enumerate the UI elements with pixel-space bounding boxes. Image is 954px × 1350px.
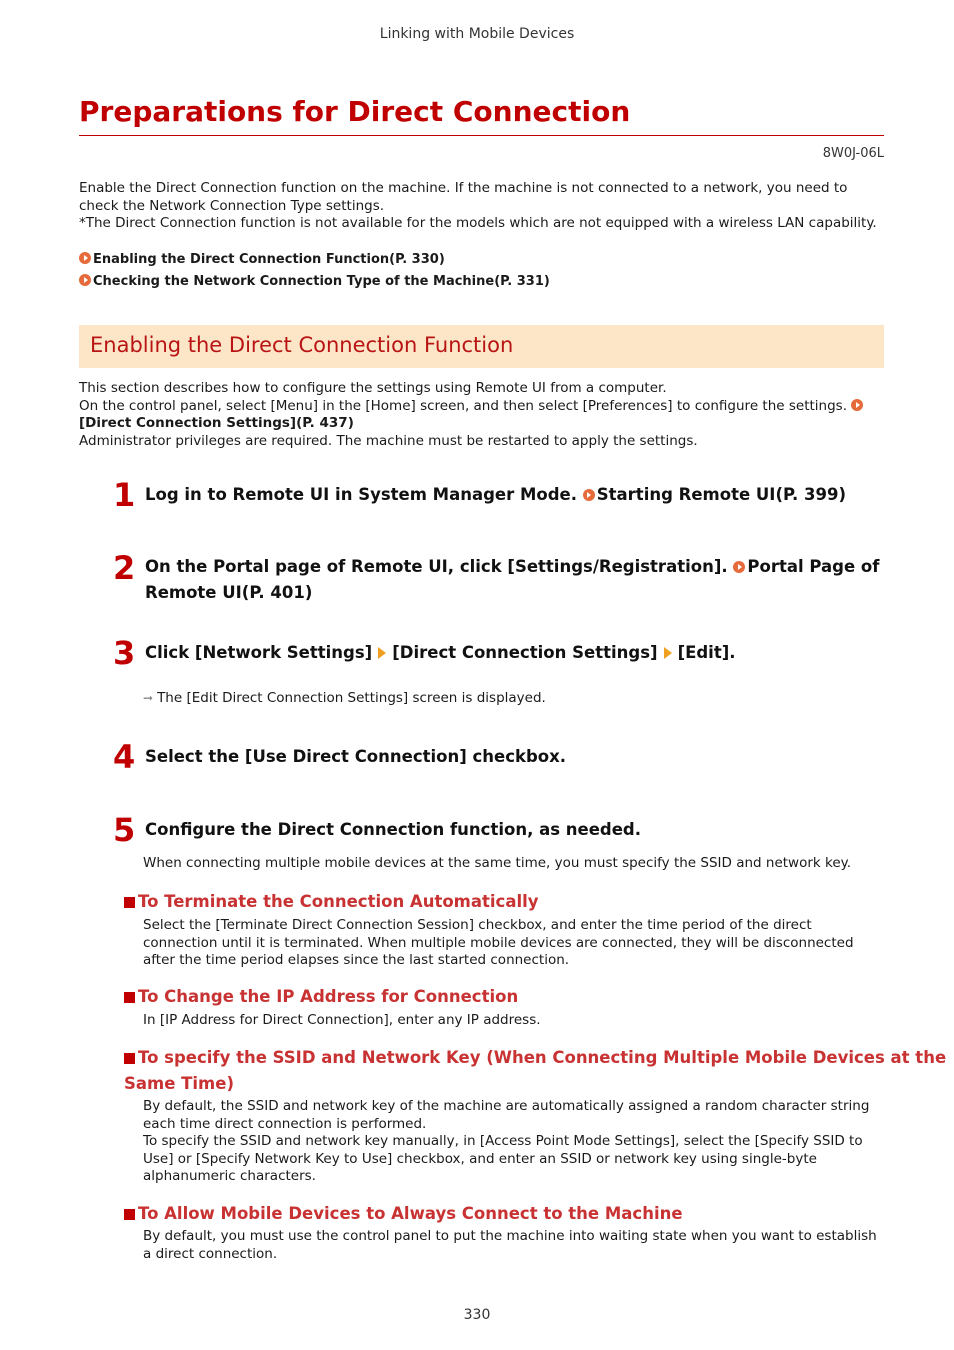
step-number: 3	[113, 634, 135, 672]
text-line: after the time period elapses since the last started connection.	[143, 952, 570, 968]
subheading-text: Same Time)	[124, 1074, 234, 1093]
bullet-square-icon	[124, 1209, 135, 1220]
text-line: In [IP Address for Direct Connection], enter any IP address.	[143, 1012, 541, 1028]
link-enabling-direct-connection[interactable]	[79, 252, 445, 267]
desc-line	[79, 398, 889, 416]
step-5-desc: When connecting multiple mobile devices at the same time, you must specify the SSID and network key.	[143, 855, 851, 871]
link-arrow-icon	[733, 561, 745, 573]
text-line: each time direct connection is performed.	[143, 1115, 427, 1132]
bullet-square-icon	[124, 1053, 135, 1064]
bullet-square-icon	[124, 897, 135, 908]
step-number: 2	[113, 549, 135, 587]
link-portal-page[interactable]: Portal Page of	[747, 557, 880, 576]
result-text: The [Edit Direct Connection Settings] screen is displayed.	[157, 690, 546, 706]
desc-line: Administrator privileges are required. The machine must be restarted to apply the settings.	[79, 432, 698, 449]
step-instruction: Click [Network Settings]	[145, 643, 373, 662]
subheading-terminate	[124, 889, 539, 915]
step-instruction: Log in to Remote UI in System Manager Mode.	[145, 485, 578, 504]
step-3-text	[145, 640, 885, 666]
link-portal-page-cont[interactable]: Remote UI(P. 401)	[145, 583, 313, 602]
link-checking-network-type[interactable]	[79, 274, 550, 289]
subheading-text: To Allow Mobile Devices to Always Connect to the Machine	[138, 1204, 683, 1223]
step-instruction: [Direct Connection Settings]	[392, 643, 658, 662]
step-instruction: [Edit].	[677, 643, 736, 662]
link-starting-remote-ui[interactable]: Starting Remote UI(P. 399)	[596, 485, 847, 504]
subsection-terminate-text	[143, 917, 883, 970]
text-line: alphanumeric characters.	[143, 1168, 316, 1184]
title-divider	[79, 135, 884, 136]
step-4-text: Select the [Use Direct Connection] checkbox.	[145, 747, 567, 766]
desc-text: On the control panel, select [Menu] in the [Home] screen, and then select [Preferences] to configure the settings.	[79, 397, 847, 414]
subheading-always-connect	[124, 1201, 683, 1227]
link-arrow-icon	[79, 274, 91, 286]
link-label: Enabling the Direct Connection Function(P. 330)	[93, 252, 445, 267]
section-description	[79, 380, 889, 450]
text-line: Select the [Terminate Direct Connection Session] checkbox, and enter the time period of the direct	[143, 917, 812, 933]
text-line: By default, you must use the control panel to put the machine into waiting state when you want to establish	[143, 1228, 877, 1244]
subheading-ssid	[124, 1045, 947, 1097]
intro-line: Enable the Direct Connection function on the machine. If the machine is not connected to a network, you need to	[79, 180, 848, 196]
menu-arrow-icon	[664, 647, 672, 659]
subheading-ip-address	[124, 984, 518, 1010]
link-arrow-icon	[79, 252, 91, 264]
text-line: connection until it is terminated. When multiple mobile devices are connected, they will be disconnected	[143, 934, 854, 951]
text-line: To specify the SSID and network key manually, in [Access Point Mode Settings], select the [Specify SSID to	[143, 1133, 863, 1149]
intro-line: *The Direct Connection function is not available for the models which are not equipped with a wireless LAN capability.	[79, 215, 877, 231]
text-line: By default, the SSID and network key of the machine are automatically assigned a random character string	[143, 1098, 870, 1114]
text-line: Use] or [Specify Network Key to Use] checkbox, and enter an SSID or network key using single-byte	[143, 1150, 817, 1167]
document-code: 8W0J-06L	[822, 146, 884, 161]
step-1-text	[145, 482, 885, 508]
step-5-text: Configure the Direct Connection function, as needed.	[145, 820, 641, 839]
link-arrow-icon	[583, 489, 595, 501]
step-3-result	[143, 690, 546, 706]
intro-paragraph	[79, 180, 889, 233]
step-number: 1	[113, 476, 135, 514]
result-arrow-icon: ➞	[143, 691, 154, 705]
running-header: Linking with Mobile Devices	[379, 26, 575, 42]
step-2-text	[145, 554, 885, 606]
subheading-text: To specify the SSID and Network Key (When Connecting Multiple Mobile Devices at the	[138, 1048, 947, 1067]
step-number: 4	[113, 738, 135, 776]
subheading-text: To Change the IP Address for Connection	[138, 987, 519, 1006]
desc-line: This section describes how to configure the settings using Remote UI from a computer.	[79, 380, 667, 396]
section-title: Enabling the Direct Connection Function	[90, 333, 514, 357]
subsection-always-connect-text	[143, 1228, 883, 1263]
subsection-ip-text	[143, 1012, 883, 1030]
step-number: 5	[113, 811, 135, 849]
subheading-text: To Terminate the Connection Automatically	[138, 892, 539, 911]
intro-line: check the Network Connection Type settings.	[79, 197, 385, 214]
menu-arrow-icon	[378, 647, 386, 659]
link-direct-connection-settings[interactable]: [Direct Connection Settings](P. 437)	[79, 415, 354, 431]
link-label: Checking the Network Connection Type of the Machine(P. 331)	[93, 274, 550, 289]
text-line: a direct connection.	[143, 1245, 278, 1262]
step-instruction: On the Portal page of Remote UI, click [Settings/Registration].	[145, 557, 728, 576]
link-arrow-icon	[851, 399, 863, 411]
bullet-square-icon	[124, 992, 135, 1003]
page-number: 330	[463, 1307, 491, 1323]
page-title: Preparations for Direct Connection	[79, 95, 631, 128]
subsection-ssid-text	[143, 1098, 883, 1186]
